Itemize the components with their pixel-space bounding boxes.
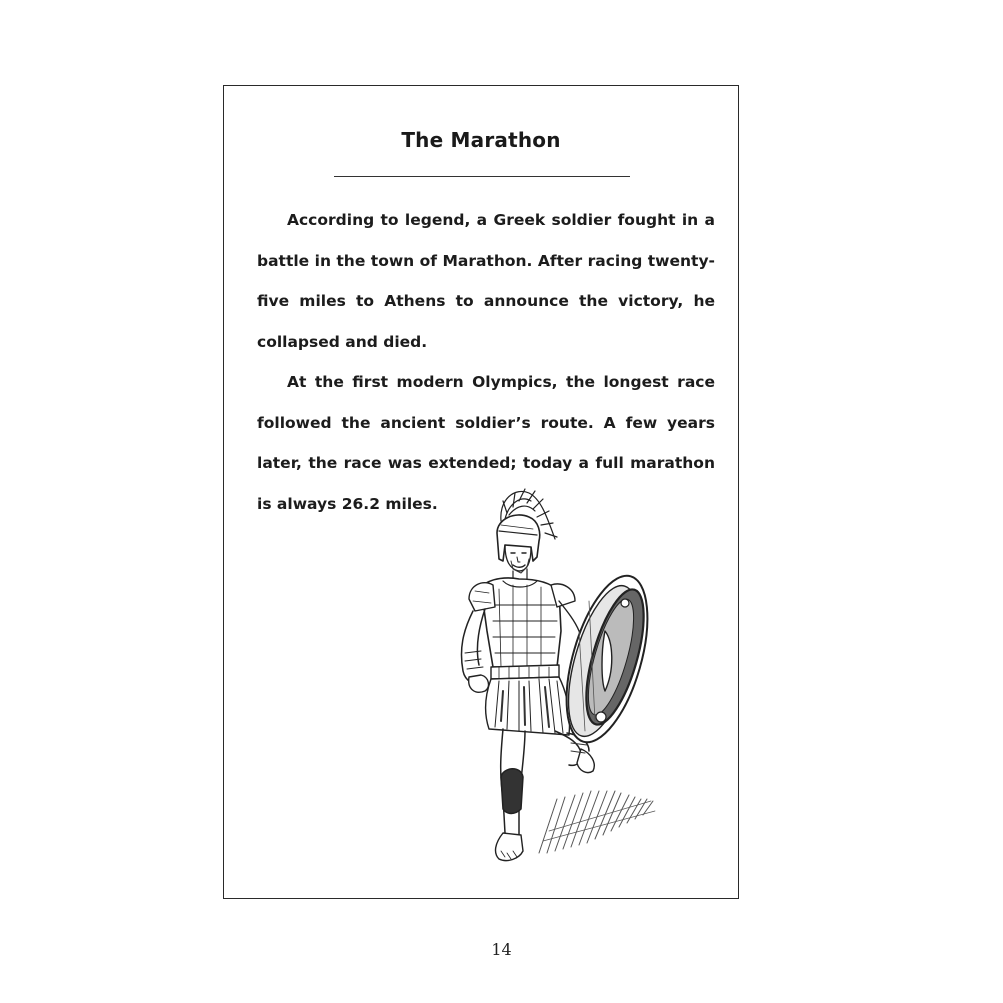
paragraph-1: According to legend, a Greek soldier fought in a battle in the town of Marathon. After racing twenty-five miles to Athens to announce the victory, he collapsed and died. [257, 211, 715, 351]
ground-shadow [539, 791, 655, 853]
paragraph-2: At the first modern Olympics, the longest race followed the ancient soldier’s route. A few years later, the race was extended; today a full marathon is always 26.2 miles. [257, 373, 715, 513]
page-title: The Marathon [401, 128, 561, 152]
greek-soldier-running-illustration [429, 481, 709, 891]
greave [501, 769, 523, 814]
page-frame [223, 85, 739, 899]
page-number: 14 [491, 940, 512, 959]
left-shoulder [469, 583, 495, 611]
left-fist [469, 675, 489, 692]
title-divider [334, 176, 630, 177]
story-text [257, 200, 715, 524]
helmet [497, 515, 540, 561]
left-arm [461, 609, 485, 684]
